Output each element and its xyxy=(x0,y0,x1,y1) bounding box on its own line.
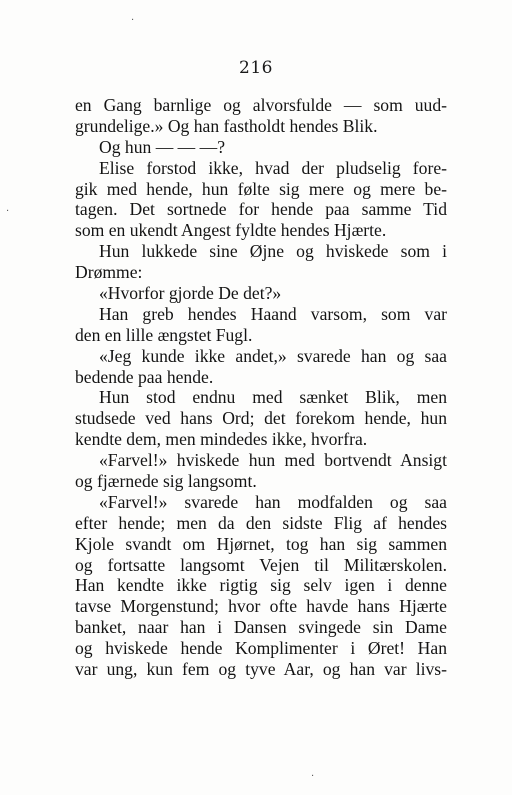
text-line: og hviskede hende Komplimenter i Øret! Han xyxy=(75,638,447,659)
text-line: «Farvel!» svarede han modfalden og saa xyxy=(99,491,447,512)
text-line: Drømme: xyxy=(75,262,143,283)
text-line: Hun lukkede sine Øjne og hviskede som i xyxy=(99,241,447,262)
scan-speck: · xyxy=(131,15,135,26)
text-line: efter hende; men da den sidste Flig af hendes xyxy=(75,512,447,533)
text-line: «Hvorfor gjorde De det?» xyxy=(99,283,282,304)
body-text xyxy=(75,95,447,680)
text-line: Og hun — — —? xyxy=(99,136,226,157)
text-line: banket, naar han i Dansen svingede sin Dame xyxy=(75,617,447,638)
text-line: «Jeg kunde ikke andet,» svarede han og saa xyxy=(99,345,447,366)
text-line: tagen. Det sortnede for hende paa samme Tid xyxy=(75,199,447,220)
text-line: grundelige.» Og han fastholdt hendes Blik. xyxy=(75,115,378,136)
text-line: Han greb hendes Haand varsom, som var xyxy=(99,303,447,324)
text-line: og fortsatte langsomt Vejen til Militærskolen. xyxy=(75,554,447,575)
text-line: studsede ved hans Ord; det forekom hende, hun xyxy=(75,408,447,429)
text-line: Elise forstod ikke, hvad der pludselig fore- xyxy=(99,157,447,178)
text-line: som en ukendt Angest fyldte hendes Hjærte. xyxy=(75,220,387,241)
page-number: 216 xyxy=(239,58,273,78)
text-line: en Gang barnlige og alvorsfulde — som uud- xyxy=(75,95,447,115)
text-line: var ung, kun fem og tyve Aar, og han var livs- xyxy=(75,659,447,680)
text-line: og fjærnede sig langsomt. xyxy=(75,471,257,492)
scan-speck: · xyxy=(6,206,10,217)
text-line: bedende paa hende. xyxy=(75,366,214,387)
scan-speck: · xyxy=(311,771,315,782)
text-line: tavse Morgenstund; hvor ofte havde hans Hjærte xyxy=(75,596,447,617)
text-line: gik med hende, hun følte sig mere og mere be- xyxy=(75,178,447,199)
text-line: «Farvel!» hviskede hun med bortvendt Ansigt xyxy=(99,450,447,471)
text-line: Han kendte ikke rigtig sig selv igen i denne xyxy=(75,575,447,596)
text-line: kendte dem, men mindedes ikke, hvorfra. xyxy=(75,429,368,450)
text-line: den en lille ængstet Fugl. xyxy=(75,324,253,345)
text-line: Kjole svandt om Hjørnet, tog han sig sammen xyxy=(75,533,447,554)
text-line: Hun stod endnu med sænket Blik, men xyxy=(99,387,447,408)
